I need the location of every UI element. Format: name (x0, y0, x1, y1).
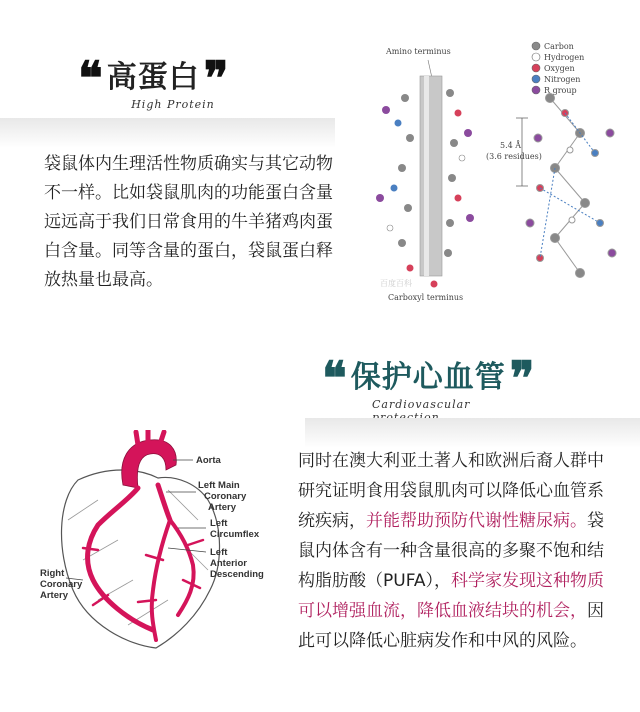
subtitle-cardio: Cardiovascular (372, 398, 471, 411)
legend-swatch (532, 75, 540, 83)
text-highlight-2: 科学家发现这种物质可以增强血流，降低血液结块的机会， (298, 571, 605, 621)
label-right-2: Coronary (40, 579, 83, 590)
paragraph-cardio (298, 446, 608, 656)
label-left-main-2: Coronary (204, 491, 247, 502)
watermark: 百度百科 (380, 279, 412, 288)
legend-label: Oxygen (544, 64, 575, 73)
label-left-ant-2: Anterior (210, 558, 247, 569)
legend-swatch (532, 42, 540, 50)
label-left-circ-1: Left (210, 518, 228, 529)
heart-coronary-figure (38, 430, 283, 655)
legend-swatch (532, 64, 540, 72)
legend-label: Carbon (544, 42, 574, 51)
legend-label: R group (544, 86, 577, 95)
section-title-cardio (322, 356, 582, 400)
title-shadow-band (305, 418, 640, 448)
label-left-ant-1: Left (210, 547, 228, 558)
helix-atoms-right (526, 94, 616, 278)
open-quote-icon: ❝ (78, 58, 103, 98)
heading-cardio: 保护心血管 (350, 360, 506, 395)
open-quote-icon: ❝ (322, 358, 347, 398)
title-shadow-band (0, 118, 335, 148)
label-left-ant-3: Descending (210, 569, 264, 580)
legend-swatch (532, 86, 540, 94)
heading-high-protein: 高蛋白 (106, 60, 200, 95)
legend-swatch (532, 53, 540, 61)
label-left-main-1: Left Main (198, 480, 240, 491)
label-left-main-3: Artery (208, 502, 236, 513)
text-part-2: 袋鼠内体含有一种含量很高的多聚不饱和结构脂肪酸（PUFA）， (298, 511, 604, 591)
subtitle-high-protein: High Protein (131, 98, 215, 111)
dimension-label: 5.4 Å (500, 141, 522, 150)
legend-label: Hydrogen (544, 53, 585, 62)
section-title-high-protein (78, 58, 268, 98)
alpha-helix-figure (350, 38, 630, 303)
text-part-3: 因此可以降低心脏病发作和中风的风险。 (298, 601, 604, 651)
label-aorta: Aorta (196, 455, 221, 466)
amino-terminus-label: Amino terminus (386, 47, 451, 56)
dimension-sub-label: (3.6 residues) (486, 152, 542, 161)
close-quote-icon: ❞ (203, 58, 229, 98)
label-right-1: Right (40, 568, 65, 579)
label-left-circ-2: Circumflex (210, 529, 260, 540)
label-right-3: Artery (40, 590, 68, 601)
legend-label: Nitrogen (544, 75, 581, 84)
text-part-1: 同时在澳大利亚土著人和欧洲后裔人群中研究证明食用袋鼠肌肉可以降低心血管系统疾病， (298, 451, 604, 531)
atom-legend (532, 42, 584, 95)
paragraph-high-protein: 袋鼠体内生理活性物质确实与其它动物不一样。比如袋鼠肌肉的功能蛋白含量远远高于我们日常食用的牛羊猪鸡肉蛋白含量。同等含量的蛋白，袋鼠蛋白释放热量也最高。 (44, 154, 333, 290)
helix-axis-tube (420, 76, 442, 276)
close-quote-icon: ❞ (509, 358, 535, 398)
text-highlight-1: 并能帮助预防代谢性糖尿病。 (366, 511, 587, 531)
carboxyl-terminus-label: Carboxyl terminus (388, 293, 464, 302)
